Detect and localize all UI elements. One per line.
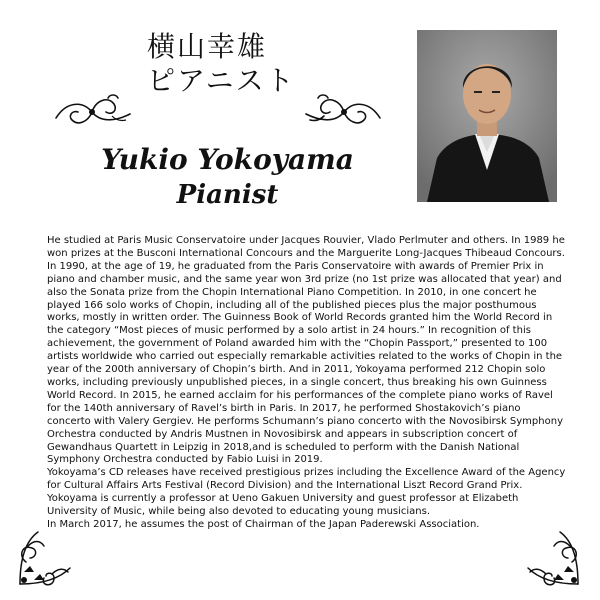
- bio-paragraph: He studied at Paris Music Conservatoire under Jacques Rouvier, Vlado Perlmuter and others. In 1989 he won prizes at the Busconi International Concours and the Marguerite Long-Jacques Thibeaud Concours. In 1990, at the age of 19, he graduated from the Paris Conservatoire with awards of Premier Prix in piano and chamber music, and the same year won 3rd prize (no 1st prize was allocated that year) and also the Sonata prize from the Chopin International Piano Competition. In 2010, in one concert he played 166 solo works of Chopin, including all of the published pieces plus the major posthumous works, mostly in written order. The Guinness Book of World Records granted him the World Record in the category “Most pieces of music performed by a solo artist in 24 hours.” In recognition of this achievement, the government of Poland awarded him with the “Chopin Passport,” presented to 100 artists worldwide who carried out especially remarkable activities related to the works of Chopin in the year of the 200th anniversary of Chopin’s birth. And in 2011, Yokoyama performed 212 Chopin solo works, including previously unpublished pieces, in a single concert, thus breaking his own Guinness World Record. In 2015, he earned acclaim for his performances of the complete piano works of Ravel for the 140th anniversary of Ravel’s birth in Paris. In 2017, he performed Shostakovich’s piano concerto with Valery Gergiev. He performs Schumann’s piano concerto with the Novosibirsk Symphony Orchestra conducted by Andris Mustnen in Novosibirsk and appears in subscription concert of Gewandhaus Quartett in Leipzig in 2018,and is scheduled to perform with the Danish National Symphony Orchestra conducted by Fabio Luisi in 2019.: [47, 235, 565, 466]
- english-name: Yukio Yokoyama: [101, 143, 354, 176]
- japanese-title: [147, 30, 307, 98]
- japanese-name: 横山幸雄: [147, 30, 268, 63]
- corner-flourish-icon: [14, 522, 76, 588]
- portrait-figure: [417, 30, 557, 202]
- japanese-profession: ピアニスト: [147, 64, 296, 97]
- biography-text: [47, 235, 567, 532]
- bio-paragraph: In March 2017, he assumes the post of Chairman of the Japan Paderewski Association.: [47, 518, 480, 530]
- swirl-ornament-icon: [302, 92, 384, 132]
- english-profession: Pianist: [176, 180, 279, 210]
- swirl-ornament-icon: [52, 92, 134, 132]
- portrait-photo: [417, 30, 557, 202]
- english-title: [95, 142, 360, 212]
- bio-paragraph: Yokoyama’s CD releases have received prestigious prizes including the Excellence Award of the Agency for Cultural Affairs Arts Festival (Record Division) and the International Liszt Record Grand Prix. Yokoyama is currently a professor at Ueno Gakuen University and guest professor at Elizabeth University of Music, while being also devoted to educating young musicians.: [47, 467, 566, 518]
- corner-flourish-icon: [522, 522, 584, 588]
